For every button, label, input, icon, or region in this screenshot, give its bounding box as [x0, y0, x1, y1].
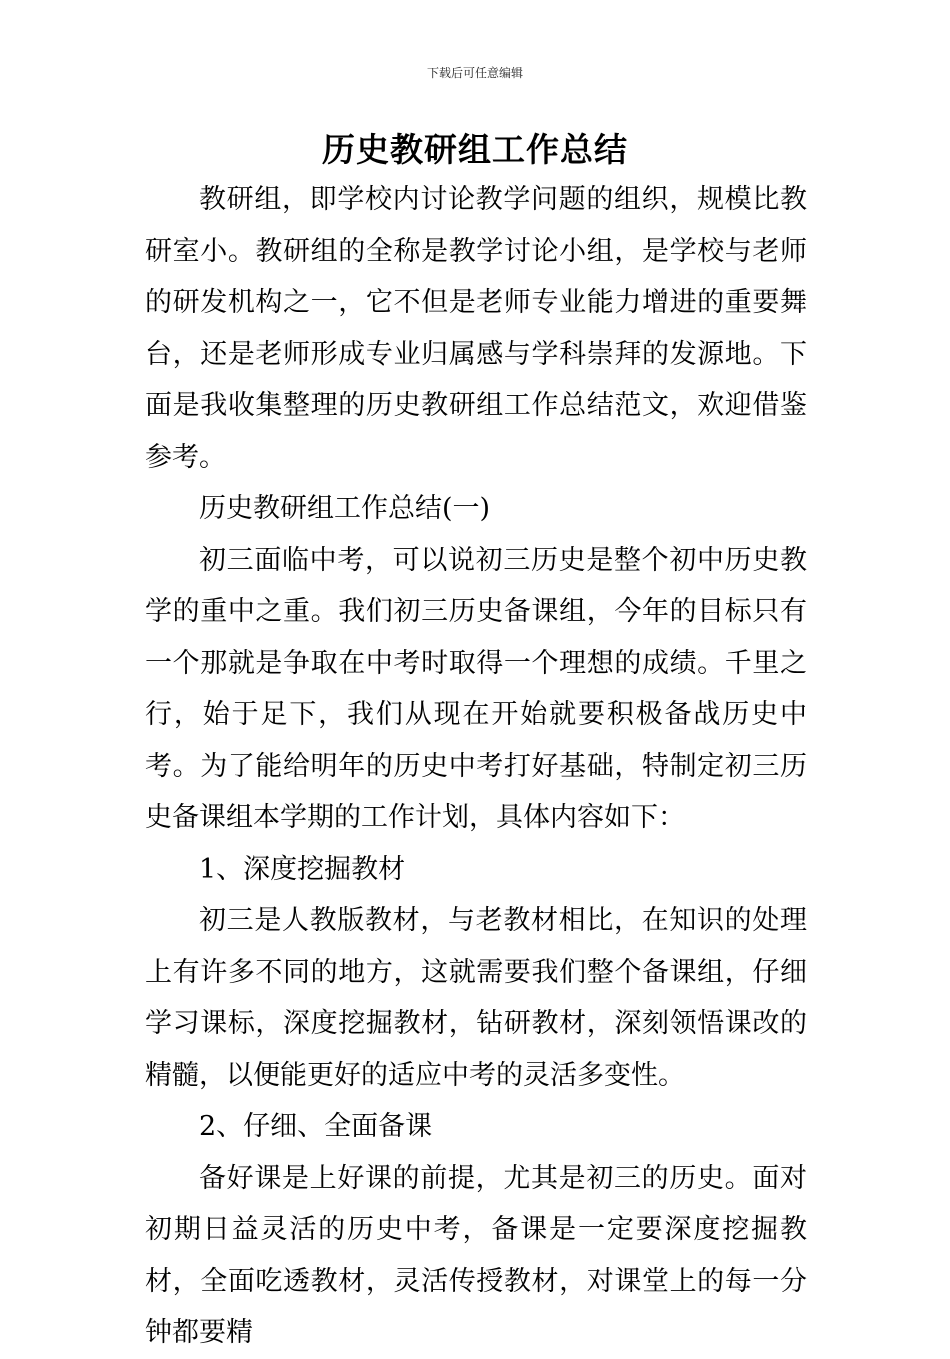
header-note: 下载后可任意编辑	[426, 66, 523, 80]
document-title: 历史教研组工作总结	[322, 130, 628, 169]
section-heading-one: 历史教研组工作总结(一)	[199, 493, 491, 524]
paragraph-textbook: 初三是人教版教材，与老教材相比，在知识的处理上有许多不同的地方，这就需要我们整个备课组，仔细学习课标，深度挖掘教材，钻研教材，深刻领悟课改的精髓，以便能更好的适应中考的灵活多变性。	[145, 905, 807, 1091]
subheading-1: 1、深度挖掘教材	[199, 853, 406, 885]
paragraph-intro: 教研组，即学校内讨论教学问题的组织，规模比教研室小。教研组的全称是教学讨论小组，是学校与老师的研发机构之一，它不但是老师专业能力增进的重要舞台，还是老师形成专业归属感与学科崇拜的发源地。下面是我收集整理的历史教研组工作总结范文，欢迎借鉴参考。	[145, 184, 807, 473]
paragraph-lesson-prep: 备好课是上好课的前提，尤其是初三的历史。面对初期日益灵活的历史中考，备课是一定要深度挖掘教材，全面吃透教材，灵活传授教材，对课堂上的每一分钟都要精	[145, 1162, 807, 1348]
paragraph-overview: 初三面临中考，可以说初三历史是整个初中历史教学的重中之重。我们初三历史备课组，今年的目标只有一个那就是争取在中考时取得一个理想的成绩。千里之行，始于足下，我们从现在开始就要积极备战历史中考。为了能给明年的历史中考打好基础，特制定初三历史备课组本学期的工作计划，具体内容如下：	[145, 544, 807, 833]
document-body	[145, 174, 807, 1359]
subheading-2: 2、仔细、全面备课	[199, 1111, 433, 1142]
